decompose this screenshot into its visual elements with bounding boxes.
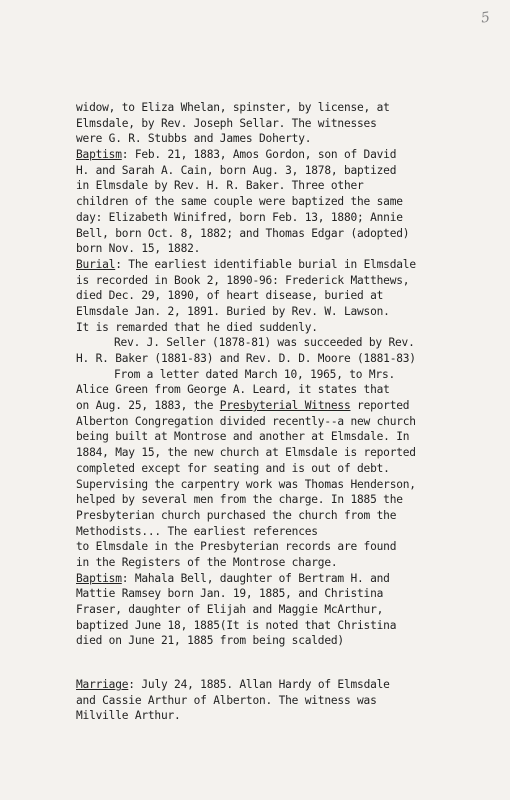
publication-title: Presbyterial Witness: [219, 399, 351, 413]
text-line: From a letter dated March 10, 1965, to Mrs.: [114, 367, 396, 381]
text-line: Fraser, daughter of Elijah and Maggie McArthur,: [76, 603, 384, 616]
text-line: Supervising the carpentry work was Thomas Henderson,: [76, 477, 416, 491]
text-line: is recorded in Book 2, 1890-96: Frederick Matthews,: [76, 273, 410, 287]
letter-line-with-title: on Aug. 25, 1883, the Presbyterial Witness reported: [76, 399, 410, 413]
text-line: Alice Green from George A. Leard, it states that: [76, 383, 390, 397]
text-line: H. R. Baker (1881-83) and Rev. D. D. Moore (1881-83): [76, 352, 416, 365]
text-line: H. and Sarah A. Cain, born Aug. 3, 1878, baptized: [76, 163, 397, 177]
text-line: being built at Montrose and another at Elmsdale. In: [76, 430, 410, 444]
text-line: Presbyterian church purchased the church from the: [76, 508, 397, 522]
text-line: and Cassie Arthur of Alberton. The witness was: [76, 693, 377, 707]
marriage-heading: Marriage: [76, 678, 129, 692]
text-line: died Dec. 29, 1890, of heart disease, buried at: [76, 289, 384, 303]
marriage-entry-first-line: Marriage: July 24, 1885. Allan Hardy of Elmsdale: [76, 678, 390, 692]
text-line: children of the same couple were baptized the same: [76, 195, 403, 209]
text-line: in Elmsdale by Rev. H. R. Baker. Three other: [76, 179, 364, 193]
text-line: completed except for seating and is out of debt.: [76, 461, 390, 475]
text-line: Mattie Ramsey born Jan. 19, 1885, and Christina: [76, 587, 384, 601]
paragraph-gap: [76, 649, 501, 677]
baptism-entry-first-line: Baptism: Mahala Bell, daughter of Bertram H. and: [76, 571, 390, 585]
text-line: day: Elizabeth Winifred, born Feb. 13, 1880; Annie: [76, 210, 403, 224]
text-line: Bell, born Oct. 8, 1882; and Thomas Edgar (adopted): [76, 226, 410, 240]
text-line: 1884, May 15, the new church at Elmsdale is reported: [76, 446, 416, 460]
burial-entry-first-line: Burial: The earliest identifiable burial in Elmsdale: [76, 257, 416, 271]
text-line: died on June 21, 1885 from being scalded): [76, 634, 344, 648]
text-line: to Elmsdale in the Presbyterian records are found: [76, 540, 397, 554]
baptism-entry-first-line: Baptism: Feb. 21, 1883, Amos Gordon, son of David: [76, 148, 397, 162]
page-number: 5: [480, 9, 492, 27]
text-line: Methodists... The earliest references: [76, 524, 318, 538]
text-line: Rev. J. Seller (1878-81) was succeeded by Rev.: [114, 336, 415, 350]
text-line: Elmsdale Jan. 2, 1891. Buried by Rev. W. Lawson.: [76, 304, 390, 318]
text-line: Milville Arthur.: [76, 709, 181, 723]
baptism-heading: Baptism: [76, 571, 122, 585]
text-line: Alberton Congregation divided recently--a new church: [76, 414, 416, 428]
text-line: were G. R. Stubbs and James Doherty.: [76, 132, 312, 146]
text-line: It is remarded that he died suddenly.: [76, 320, 318, 334]
text-line: in the Registers of the Montrose charge.: [76, 555, 338, 569]
text-line: Elmsdale, by Rev. Joseph Sellar. The witnesses: [76, 116, 377, 130]
burial-heading: Burial: [76, 257, 116, 271]
text-line: widow, to Eliza Whelan, spinster, by license, at: [76, 101, 390, 114]
text-line: baptized June 18, 1885(It is noted that Christina: [76, 618, 397, 632]
document-body: [76, 100, 501, 724]
baptism-heading: Baptism: [76, 148, 122, 162]
text-line: born Nov. 15, 1882.: [76, 242, 201, 256]
text-line: helped by several men from the charge. In 1885 the: [76, 493, 403, 507]
